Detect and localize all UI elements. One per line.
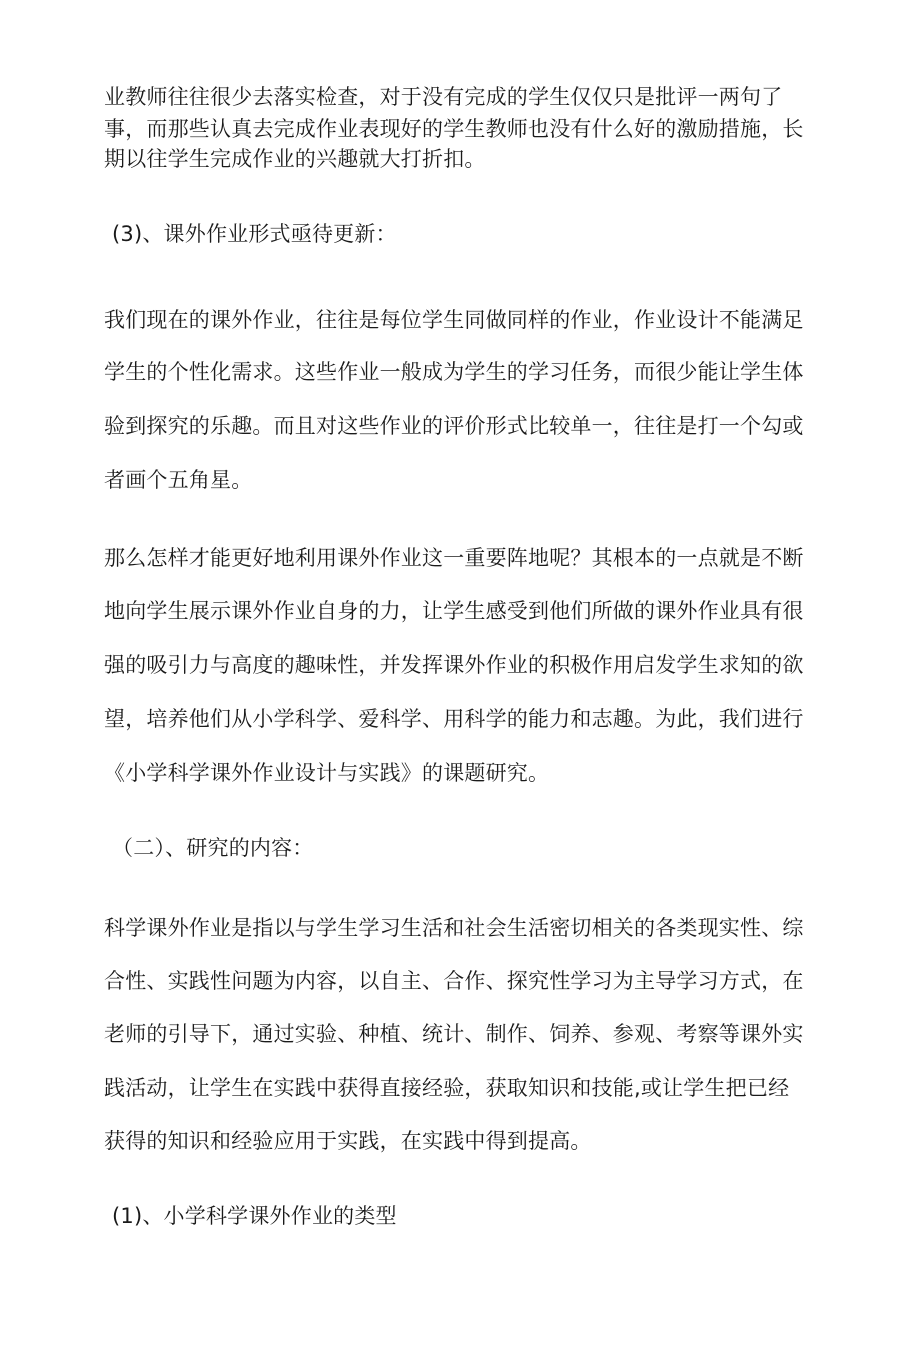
heading-research-content: （二）、研究的内容： — [112, 836, 314, 860]
paragraph-1-line-2: 事，而那些认真去完成作业表现好的学生教师也没有什么好的激励措施，长 — [104, 117, 804, 141]
paragraph-1-line-1: 业教师往往很少去落实检查，对于没有完成的学生仅仅只是批评一两句了 — [104, 85, 783, 109]
paragraph-4-line-3: 老师的引导下，通过实验、种植、统计、制作、饲养、参观、考察等课外实 — [104, 1022, 804, 1046]
paragraph-2-line-2: 学生的个性化需求。这些作业一般成为学生的学习任务，而很少能让学生体 — [104, 360, 804, 384]
paragraph-4-line-1: 科学课外作业是指以与学生学习生活和社会生活密切相关的各类现实性、综 — [104, 916, 804, 940]
paragraph-4-line-4: 践活动，让学生在实践中获得直接经验，获取知识和技能,或让学生把已经 — [104, 1076, 790, 1100]
heading-1-homework-types: (1)、小学科学课外作业的类型 — [112, 1204, 397, 1228]
paragraph-2-line-4: 者画个五角星。 — [104, 468, 253, 492]
paragraph-2-line-1: 我们现在的课外作业，往往是每位学生同做同样的作业，作业设计不能满足 — [104, 308, 804, 332]
paragraph-3-line-1: 那么怎样才能更好地利用课外作业这一重要阵地呢？其根本的一点就是不断 — [104, 546, 804, 570]
paragraph-1-line-3: 期以往学生完成作业的兴趣就大打折扣。 — [104, 147, 486, 171]
paragraph-3-line-2: 地向学生展示课外作业自身的力，让学生感受到他们所做的课外作业具有很 — [104, 599, 804, 623]
paragraph-3-line-4: 望，培养他们从小学科学、爱科学、用科学的能力和志趣。为此，我们进行 — [104, 707, 804, 731]
heading-3-form-update: (3)、课外作业形式亟待更新： — [112, 222, 397, 246]
paragraph-3-line-5: 《小学科学课外作业设计与实践》的课题研究。 — [104, 761, 550, 785]
paragraph-2-line-3: 验到探究的乐趣。而且对这些作业的评价形式比较单一，往往是打一个勾或 — [104, 414, 804, 438]
paragraph-4-line-2: 合性、实践性问题为内容，以自主、合作、探究性学习为主导学习方式，在 — [104, 969, 804, 993]
paragraph-3-line-3: 强的吸引力与高度的趣味性，并发挥课外作业的积极作用启发学生求知的欲 — [104, 653, 804, 677]
paragraph-4-line-5: 获得的知识和经验应用于实践，在实践中得到提高。 — [104, 1129, 592, 1153]
